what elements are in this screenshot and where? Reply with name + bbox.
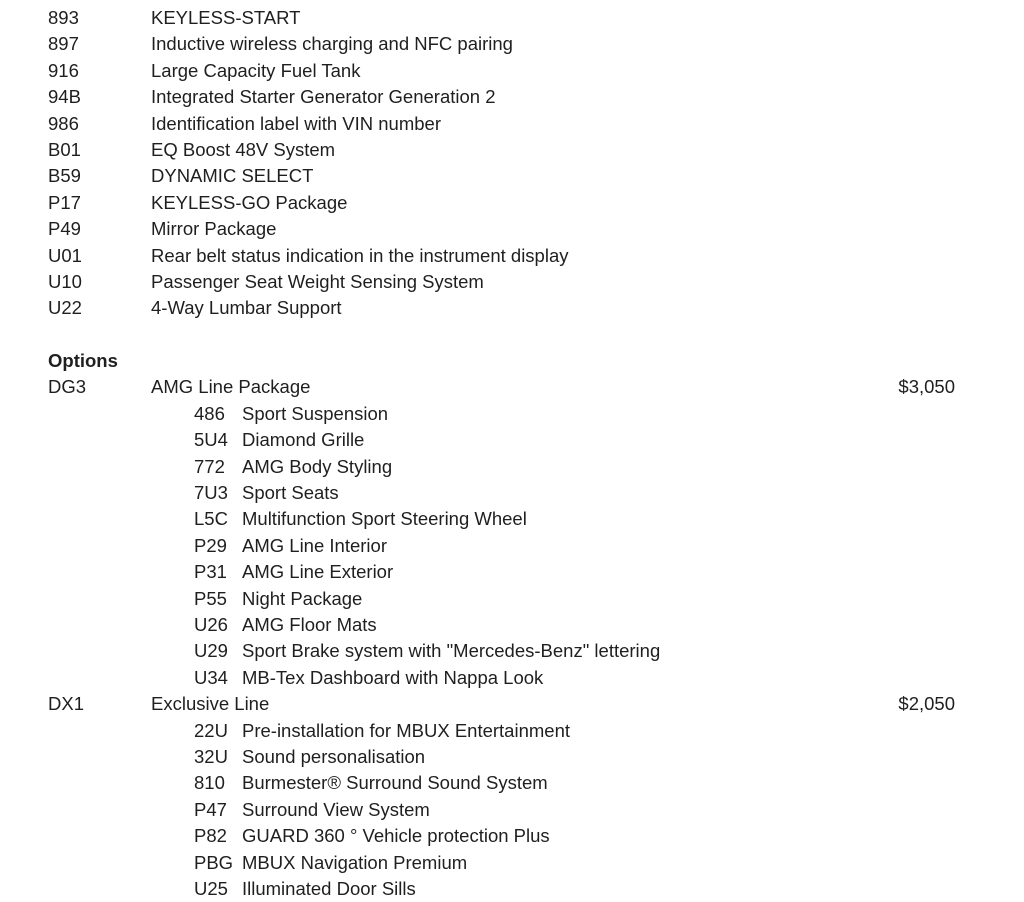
list-item (48, 243, 988, 269)
package-item (48, 850, 988, 876)
item-code: B01 (48, 138, 81, 160)
item-description: KEYLESS-GO Package (151, 191, 348, 213)
package-row (48, 691, 988, 717)
item-code: U22 (48, 297, 82, 319)
package-code: DX1 (48, 693, 84, 715)
item-code: U10 (48, 270, 82, 292)
item-description: EQ Boost 48V System (151, 138, 336, 160)
item-code: P47 (194, 798, 227, 820)
item-description: Large Capacity Fuel Tank (151, 59, 361, 81)
item-description: DYNAMIC SELECT (151, 165, 314, 187)
package-name: AMG Line Package (151, 376, 311, 398)
item-description: Multifunction Sport Steering Wheel (242, 508, 527, 530)
package-item (48, 797, 988, 823)
item-description: Burmester® Surround Sound System (242, 772, 548, 794)
item-description: 4-Way Lumbar Support (151, 297, 342, 319)
item-code: PBG (194, 851, 234, 873)
item-description: Diamond Grille (242, 429, 365, 451)
section-spacer (48, 322, 988, 348)
item-description: KEYLESS-START (151, 7, 301, 28)
item-description: AMG Floor Mats (242, 613, 377, 635)
package-item (48, 506, 988, 532)
item-code: 986 (48, 112, 79, 134)
item-code: P29 (194, 534, 227, 556)
package-item (48, 454, 988, 480)
item-description: Identification label with VIN number (151, 112, 441, 134)
list-item (48, 58, 988, 84)
list-item (48, 5, 988, 31)
package-item (48, 401, 988, 427)
item-code: U01 (48, 244, 82, 266)
item-code: P55 (194, 587, 227, 609)
item-description: Sport Suspension (242, 402, 389, 424)
item-description: MBUX Navigation Premium (242, 851, 468, 873)
item-description: Sound personalisation (242, 745, 426, 767)
package-item (48, 770, 988, 796)
list-item (48, 137, 988, 163)
item-code: 22U (194, 719, 228, 741)
package-item (48, 612, 988, 638)
item-code: U29 (194, 640, 228, 662)
package-name: Exclusive Line (151, 693, 270, 715)
list-item (48, 31, 988, 57)
list-item (48, 163, 988, 189)
item-code: U25 (194, 877, 228, 899)
item-code: 7U3 (194, 482, 228, 504)
standard-equipment-list (48, 5, 988, 322)
item-description: Sport Seats (242, 482, 339, 504)
package-code: DG3 (48, 376, 87, 398)
package-item (48, 586, 988, 612)
item-code: 893 (48, 7, 79, 28)
item-description: Passenger Seat Weight Sensing System (151, 270, 484, 292)
item-description: Surround View System (242, 798, 430, 820)
item-code: 810 (194, 772, 225, 794)
item-code: 916 (48, 59, 79, 81)
item-description: Mirror Package (151, 218, 277, 240)
item-description: AMG Line Exterior (242, 561, 394, 583)
list-item (48, 190, 988, 216)
item-code: U26 (194, 613, 228, 635)
item-description: Rear belt status indication in the instrument display (151, 244, 569, 266)
item-description: Integrated Starter Generator Generation 2 (151, 86, 496, 108)
item-description: AMG Body Styling (242, 455, 393, 477)
item-description: Pre-installation for MBUX Entertainment (242, 719, 570, 741)
item-code: 897 (48, 33, 79, 55)
item-description: Sport Brake system with "Mercedes-Benz" lettering (242, 640, 661, 662)
equipment-document (48, 5, 988, 902)
package-item (48, 718, 988, 744)
item-description: GUARD 360 ° Vehicle protection Plus (242, 825, 550, 847)
item-code: P17 (48, 191, 81, 213)
item-code: 32U (194, 745, 228, 767)
item-code: P31 (194, 561, 227, 583)
package-item (48, 480, 988, 506)
option-package-amg-line (48, 374, 988, 691)
item-code: U34 (194, 666, 228, 688)
package-price: $2,050 (898, 693, 955, 715)
item-description: AMG Line Interior (242, 534, 387, 556)
item-code: 94B (48, 86, 81, 108)
options-heading: Options (48, 350, 118, 372)
item-description: Illuminated Door Sills (242, 877, 416, 899)
item-description: Night Package (242, 587, 363, 609)
package-price: $3,050 (898, 376, 955, 398)
item-code: P49 (48, 218, 81, 240)
option-package-exclusive-line (48, 691, 988, 902)
package-row (48, 374, 988, 400)
package-item (48, 559, 988, 585)
item-description: MB-Tex Dashboard with Nappa Look (242, 666, 544, 688)
package-item (48, 744, 988, 770)
item-code: 486 (194, 402, 225, 424)
package-item (48, 823, 988, 849)
list-item (48, 111, 988, 137)
item-description: Inductive wireless charging and NFC pairing (151, 33, 513, 55)
package-item (48, 638, 988, 664)
list-item (48, 216, 988, 242)
list-item (48, 295, 988, 321)
item-code: L5C (194, 508, 228, 530)
list-item (48, 269, 988, 295)
item-code: 772 (194, 455, 225, 477)
list-item (48, 84, 988, 110)
package-item (48, 665, 988, 691)
item-code: 5U4 (194, 429, 228, 451)
package-item (48, 876, 988, 902)
item-code: B59 (48, 165, 81, 187)
item-code: P82 (194, 825, 227, 847)
package-item (48, 533, 988, 559)
package-item (48, 427, 988, 453)
